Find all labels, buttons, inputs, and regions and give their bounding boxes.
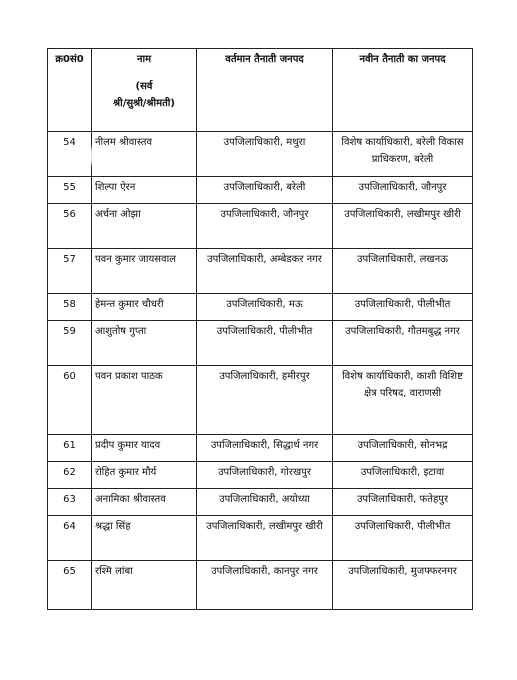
row-officer-name: रश्मि लांबा <box>92 561 197 610</box>
table-row <box>48 462 473 489</box>
row-serial-number: 55 <box>48 177 92 204</box>
row-current-posting: उपजिलाधिकारी, मथुरा <box>197 132 333 177</box>
row-new-posting: उपजिलाधिकारी, लखनऊ <box>333 249 473 294</box>
row-current-posting: उपजिलाधिकारी, जौनपुर <box>197 204 333 249</box>
row-new-posting: उपजिलाधिकारी, लखीमपुर खीरी <box>333 204 473 249</box>
row-serial-number: 63 <box>48 489 92 516</box>
row-new-posting: उपजिलाधिकारी, फतेहपुर <box>333 489 473 516</box>
row-officer-name: पवन प्रकाश पाठक <box>92 366 197 435</box>
header-name-title: नाम <box>136 54 152 65</box>
row-current-posting: उपजिलाधिकारी, कानपुर नगर <box>197 561 333 610</box>
row-officer-name: पवन कुमार जायसवाल <box>92 249 197 294</box>
row-new-posting: विशेष कार्याधिकारी, बरेली विकास प्राधिकरण, बरेली <box>333 132 473 177</box>
scan-smudge <box>58 148 178 164</box>
row-current-posting: उपजिलाधिकारी, सिद्धार्थ नगर <box>197 435 333 462</box>
row-new-posting: उपजिलाधिकारी, मुजफ्फरनगर <box>333 561 473 610</box>
row-new-posting: उपजिलाधिकारी, पीलीभीत <box>333 294 473 321</box>
header-name-prefix-open: (सर्व <box>135 81 153 92</box>
row-new-posting: उपजिलाधिकारी, पीलीभीत <box>333 516 473 561</box>
row-new-posting: उपजिलाधिकारी, इटावा <box>333 462 473 489</box>
header-serial-number: क्र0सं0 <box>48 49 92 132</box>
row-new-posting: उपजिलाधिकारी, सोनभद्र <box>333 435 473 462</box>
row-new-posting: विशेष कार्याधिकारी, काशी विशिष्ट क्षेत्र परिषद, वाराणसी <box>333 366 473 435</box>
row-current-posting: उपजिलाधिकारी, अम्बेडकर नगर <box>197 249 333 294</box>
row-current-posting: उपजिलाधिकारी, पीलीभीत <box>197 321 333 366</box>
row-officer-name: आशुतोष गुप्ता <box>92 321 197 366</box>
row-serial-number: 64 <box>48 516 92 561</box>
row-officer-name: रोहित कुमार मौर्य <box>92 462 197 489</box>
row-current-posting: उपजिलाधिकारी, बरेली <box>197 177 333 204</box>
table-row <box>48 204 473 249</box>
table-row <box>48 435 473 462</box>
row-officer-name: शिल्पा ऐरन <box>92 177 197 204</box>
row-current-posting: उपजिलाधिकारी, गोरखपुर <box>197 462 333 489</box>
table-row <box>48 321 473 366</box>
table-row <box>48 294 473 321</box>
row-officer-name: अर्चना ओझा <box>92 204 197 249</box>
row-current-posting: उपजिलाधिकारी, अयोध्या <box>197 489 333 516</box>
row-officer-name: हेमन्त कुमार चौधरी <box>92 294 197 321</box>
table-header-row <box>48 49 473 132</box>
row-current-posting: उपजिलाधिकारी, लखीमपुर खीरी <box>197 516 333 561</box>
row-serial-number: 61 <box>48 435 92 462</box>
table-row <box>48 489 473 516</box>
row-serial-number: 59 <box>48 321 92 366</box>
row-serial-number: 54 <box>48 132 92 177</box>
row-current-posting: उपजिलाधिकारी, हमीरपुर <box>197 366 333 435</box>
header-new-posting: नवीन तैनाती का जनपद <box>333 49 473 132</box>
row-officer-name: नीलम श्रीवास्तव <box>92 132 197 177</box>
row-officer-name: श्रद्धा सिंह <box>92 516 197 561</box>
table-row <box>48 561 473 610</box>
row-current-posting: उपजिलाधिकारी, मऊ <box>197 294 333 321</box>
header-current-posting: वर्तमान तैनाती जनपद <box>197 49 333 132</box>
table-row <box>48 516 473 561</box>
row-serial-number: 58 <box>48 294 92 321</box>
row-new-posting: उपजिलाधिकारी, जौनपुर <box>333 177 473 204</box>
row-serial-number: 56 <box>48 204 92 249</box>
table-row <box>48 366 473 435</box>
header-name <box>92 49 197 132</box>
row-officer-name: प्रदीप कुमार यादव <box>92 435 197 462</box>
table-row <box>48 177 473 204</box>
header-name-prefixes: श्री/सुश्री/श्रीमती) <box>113 98 175 109</box>
row-serial-number: 57 <box>48 249 92 294</box>
row-officer-name: अनामिका श्रीवास्तव <box>92 489 197 516</box>
row-serial-number: 60 <box>48 366 92 435</box>
row-serial-number: 65 <box>48 561 92 610</box>
table-row <box>48 249 473 294</box>
transfer-table <box>47 48 473 610</box>
row-new-posting: उपजिलाधिकारी, गौतमबुद्ध नगर <box>333 321 473 366</box>
row-serial-number: 62 <box>48 462 92 489</box>
